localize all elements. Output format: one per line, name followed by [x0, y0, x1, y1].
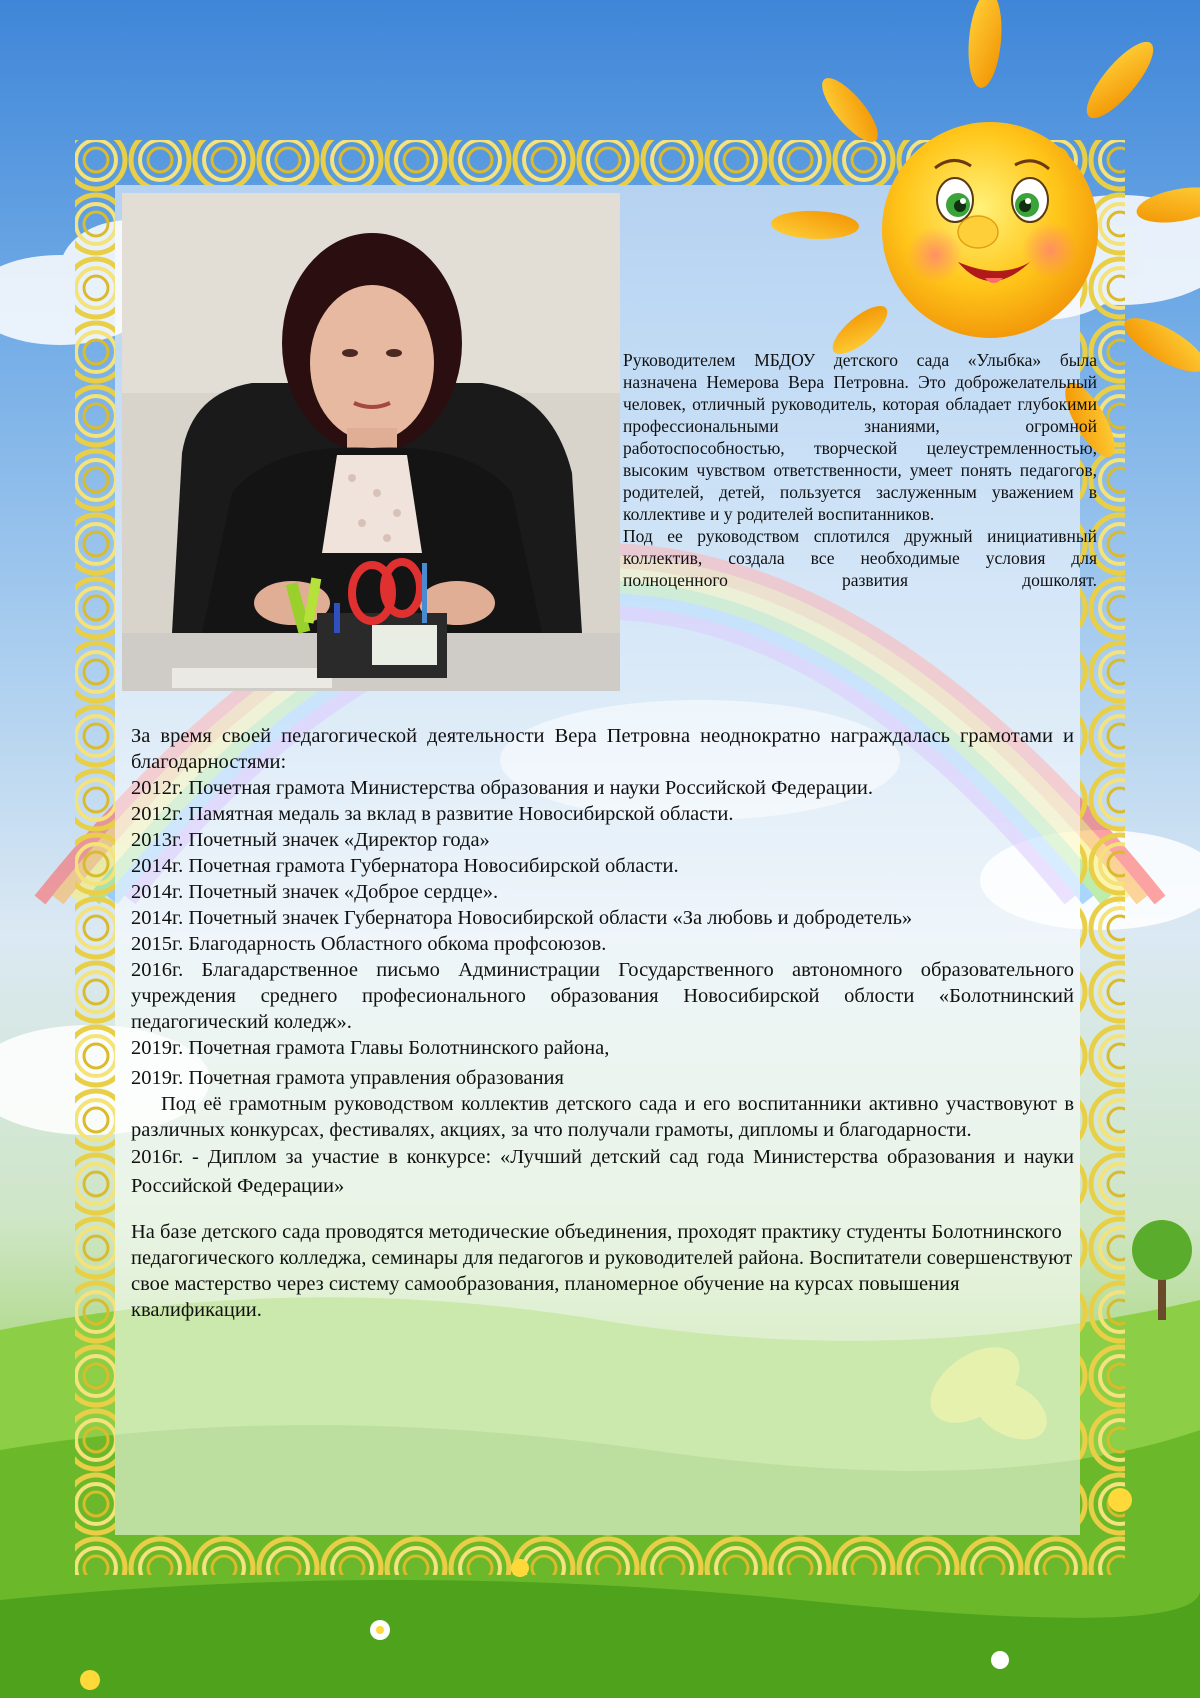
spacer [131, 1201, 1074, 1219]
intro-paragraph-2: Под ее руководством сплотился дружный инициативный коллектив, создала все необходимые условия для полноценного развития дошколят. [623, 526, 1097, 590]
main-text [131, 723, 1074, 1323]
awards-intro: За время своей педагогической деятельности Вера Петровна неоднократно награждалась грамотами и благодарностями: [131, 725, 1074, 773]
award-item-2015-gratitude: 2015г. Благодарность Областного обкома профсоюзов. [131, 933, 607, 955]
intro-paragraph-2-first-line [623, 525, 1097, 591]
award-item-2012-medal: 2012г. Памятная медаль за вклад в развитие Новосибирской области. [131, 803, 734, 825]
award-item-2019-education-certificate: 2019г. Почетная грамота управления образования [131, 1067, 564, 1089]
award-item-2013-director: 2013г. Почетный значек «Директор года» [131, 829, 490, 851]
intro-paragraph-1: Руководителем МБДОУ детского сада «Улыбка» была назначена Немерова Вера Петровна. Это доброжелательный человек, отличный руководитель, которая обладает глубокими профессиональными знаниями, огромной работоспособностью, творческой целеустремленностью, высоким чувством ответственности, умеет понять педагогов, родителей, детей, пользуется заслуженным уважением в коллективе и у родителей воспитанников. [623, 350, 1097, 524]
diploma-line: 2016г. - Диплом за участие в конкурсе: «Лучший детский сад года Министерства образования и науки Российской Федерации» [131, 1146, 1074, 1197]
director-portrait-image [122, 193, 620, 691]
contests-paragraph: Под её грамотным руководством коллектив детского сада и его воспитанники активно участвовуют в различных конкурсах, фестивалях, акциях, за что получали грамоты, дипломы и благодарности. [131, 1093, 1074, 1141]
award-item-2019-head-certificate: 2019г. Почетная грамота Главы Болотнинского района, [131, 1037, 610, 1059]
award-item-2016-letter: 2016г. Благадарственное письмо Администрации Государственного автономного образовательного учреждения среднего професионального образования Новосибирской облости «Болотнинский педагогический коледж». [131, 959, 1074, 1033]
intro-text [623, 349, 1097, 591]
award-item-2014-governor-certificate: 2014г. Почетная грамота Губернатора Новосибирской области. [131, 855, 679, 877]
award-item-2012-ministry: 2012г. Почетная грамота Министерства образования и науки Российской Федерации. [131, 777, 874, 799]
base-paragraph: На базе детского сада проводятся методические объединения, проходят практику студенты Болотнинского педагогического колледжа, семинары для педагогов и руководителей района. Воспитатели совершенствуют свое мастерство через систему самообразования, планомерное обучение на курсах повышения квалификации. [131, 1221, 1073, 1321]
award-item-2014-kind-heart: 2014г. Почетный значек «Доброе сердце». [131, 881, 499, 903]
director-photo [122, 193, 620, 691]
award-item-2014-governor-badge: 2014г. Почетный значек Губернатора Новосибирской области «За любовь и добродетель» [131, 907, 913, 929]
